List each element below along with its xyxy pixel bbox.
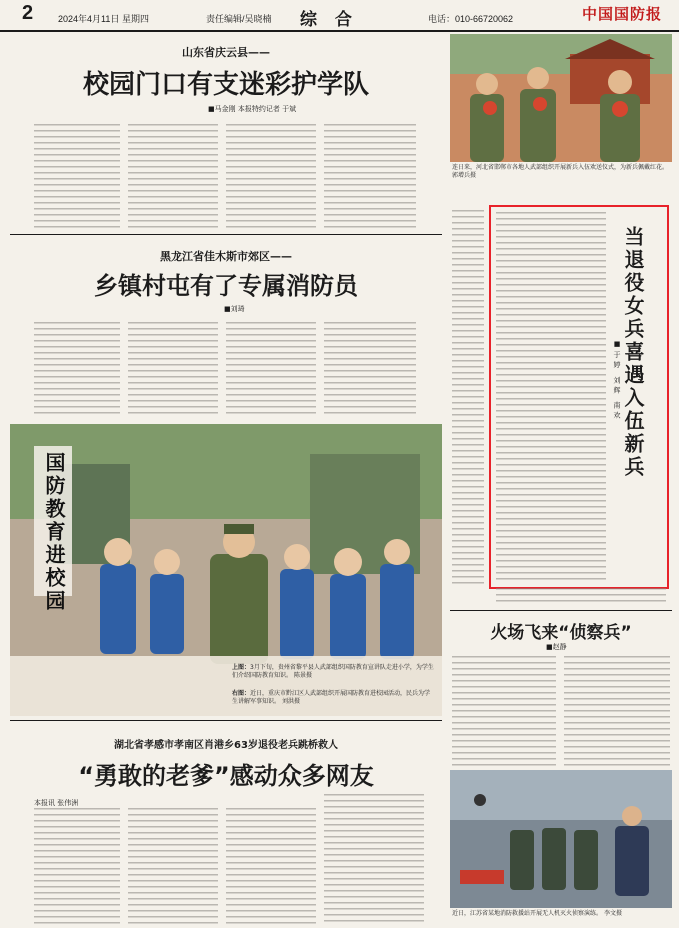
section-title: 综 合 xyxy=(300,10,358,30)
caption2-text: 近日，重庆市黔江区人武部组织开展国防教育进校园活动，民兵为学生讲解军事知识。 xyxy=(232,690,431,705)
story4-vertical-title: 国防教育进校园 xyxy=(42,452,66,613)
caption1-credit: 陈景摄 xyxy=(293,672,312,679)
story2-col4 xyxy=(324,322,416,416)
issue-weekday: 星期四 xyxy=(122,14,150,24)
story2-headline: 乡镇村屯有了专属消防员 xyxy=(94,272,358,300)
drone-drill-photo-art xyxy=(450,770,672,908)
phone: 电话：010-66720062 xyxy=(428,14,514,24)
story3-byline: ■于婷 刘辉 南欢 xyxy=(613,340,621,422)
issue-date: 2024年4月11日 xyxy=(58,14,120,24)
story1-col4 xyxy=(324,124,416,228)
story1-kicker: 山东省庆云县—— xyxy=(182,46,270,59)
drone-drill-caption xyxy=(452,910,670,918)
caption-top xyxy=(232,664,436,680)
story3-col1 xyxy=(496,212,606,584)
story1-byline: ■马金刚 本报特约记者 于斌 xyxy=(208,105,297,113)
story5-headline: “勇敢的老爹”感动众多网友 xyxy=(78,762,374,790)
story-fire-fighters xyxy=(10,238,442,418)
story1-headline: 校园门口有支迷彩护学队 xyxy=(82,70,369,100)
story1-col3 xyxy=(226,124,316,228)
caption1-text: 3月下旬，贵州省黎平县人武部组织国防教育宣讲队走进小学，为学生们介绍国防教育知识。 xyxy=(232,664,434,679)
send-off-caption-credit: 郭增兵摄 xyxy=(452,172,477,179)
divider xyxy=(10,720,442,721)
story2-col2 xyxy=(128,322,218,416)
story5-byline: 本报讯 张伟洲 xyxy=(34,799,79,807)
caption-bottom xyxy=(232,690,436,706)
caption1-label: 上图： xyxy=(232,664,251,671)
send-off-caption xyxy=(452,164,670,180)
story-school-guard xyxy=(10,34,442,230)
divider xyxy=(450,610,672,611)
send-off-photo-art xyxy=(450,34,672,162)
story3-tail xyxy=(496,588,666,604)
caption2-label: 右图： xyxy=(232,690,251,697)
story3-col0 xyxy=(452,210,484,584)
page-number: 2 xyxy=(22,2,34,24)
story5-col4 xyxy=(324,794,424,924)
story2-kicker: 黑龙江省佳木斯市郊区—— xyxy=(160,250,292,263)
story5-kicker: 湖北省孝感市孝南区肖港乡63岁退役老兵跳桥救人 xyxy=(114,740,338,751)
story-brave-old-man xyxy=(10,724,442,928)
newspaper-logo: 中国国防报 xyxy=(582,5,663,23)
send-off-photo xyxy=(450,34,672,162)
story5-col1 xyxy=(34,808,120,924)
drone-drill-caption-credit: 李文摄 xyxy=(603,910,622,917)
drone-drill-photo xyxy=(450,770,672,908)
send-off-caption-text: 连日来，河北省邯郸市各地人武部组织开展新兵入伍欢送仪式，为新兵佩戴红花。 xyxy=(452,164,669,171)
divider xyxy=(10,234,442,235)
editor: 责任编辑/吴晓楠 xyxy=(206,14,272,24)
story3-vertical-title: 当退役女兵喜遇入伍新兵 xyxy=(621,226,645,479)
story6-col2 xyxy=(564,656,670,766)
caption2-credit: 刘洪摄 xyxy=(281,698,300,705)
story6-byline: ■赵静 xyxy=(546,643,567,651)
story6-headline: 火场飞来“侦察兵” xyxy=(490,623,632,643)
story2-col3 xyxy=(226,322,316,416)
story1-col2 xyxy=(128,124,218,228)
drone-drill-caption-text: 近日，江苏省某地消防救援站开展无人机灭火侦察演练。 xyxy=(452,910,603,917)
story2-byline: ■刘琦 xyxy=(224,305,245,313)
story2-col1 xyxy=(34,322,120,416)
story1-col1 xyxy=(34,124,120,228)
story6-col1 xyxy=(452,656,556,766)
story5-col2 xyxy=(128,808,218,924)
story5-col3 xyxy=(226,808,316,924)
